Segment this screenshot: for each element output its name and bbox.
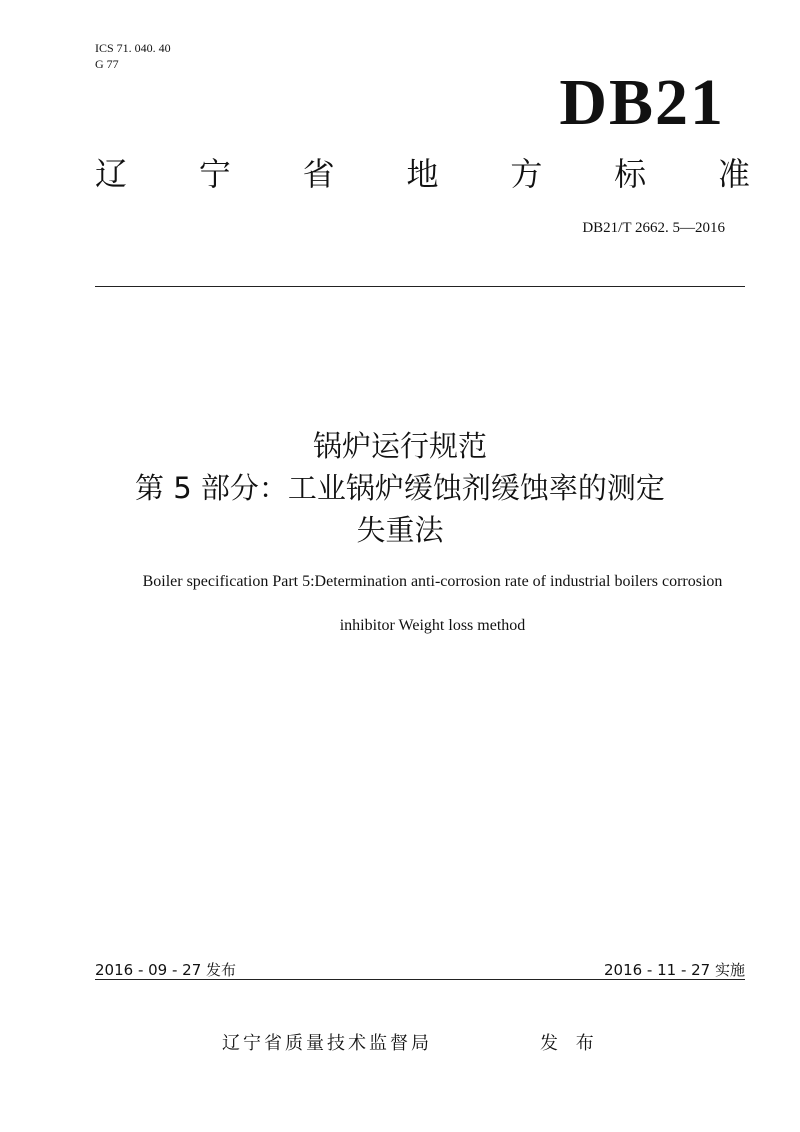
chinese-title-line-2: 第 5 部分：工业锅炉缓蚀剂缓蚀率的测定	[135, 471, 665, 505]
title-char: 辽	[95, 155, 128, 193]
bottom-divider	[95, 979, 745, 980]
title-char: 准	[717, 155, 750, 193]
title-char: 方	[510, 155, 543, 193]
title-char: 标	[614, 155, 647, 193]
chinese-title	[40, 425, 760, 551]
classification-codes	[95, 40, 171, 72]
standard-mark: DB21	[559, 66, 725, 139]
standard-category-title	[95, 152, 750, 196]
ics-code: ICS 71. 040. 40	[95, 41, 171, 55]
publisher-name: 辽宁省质量技术监督局	[222, 1033, 432, 1054]
standard-number: DB21/T 2662. 5—2016	[582, 220, 725, 236]
english-title	[60, 572, 800, 636]
english-title-line-2: inhibitor Weight loss method	[339, 617, 526, 634]
chinese-title-line-3: 失重法	[356, 513, 444, 547]
title-char: 地	[406, 155, 439, 193]
title-char: 宁	[198, 155, 231, 193]
publish-label: 发 布	[540, 1033, 600, 1054]
top-divider	[95, 286, 745, 287]
title-char: 省	[302, 155, 335, 193]
ccs-code: G 77	[95, 57, 119, 71]
chinese-title-line-1: 锅炉运行规范	[312, 429, 487, 463]
issue-date: 2016 - 09 - 27 发布	[95, 961, 237, 979]
implementation-date: 2016 - 11 - 27 实施	[603, 961, 745, 979]
english-title-line-1: Boiler specification Part 5:Determination anti-corrosion rate of industrial boilers corrosion	[142, 573, 723, 590]
